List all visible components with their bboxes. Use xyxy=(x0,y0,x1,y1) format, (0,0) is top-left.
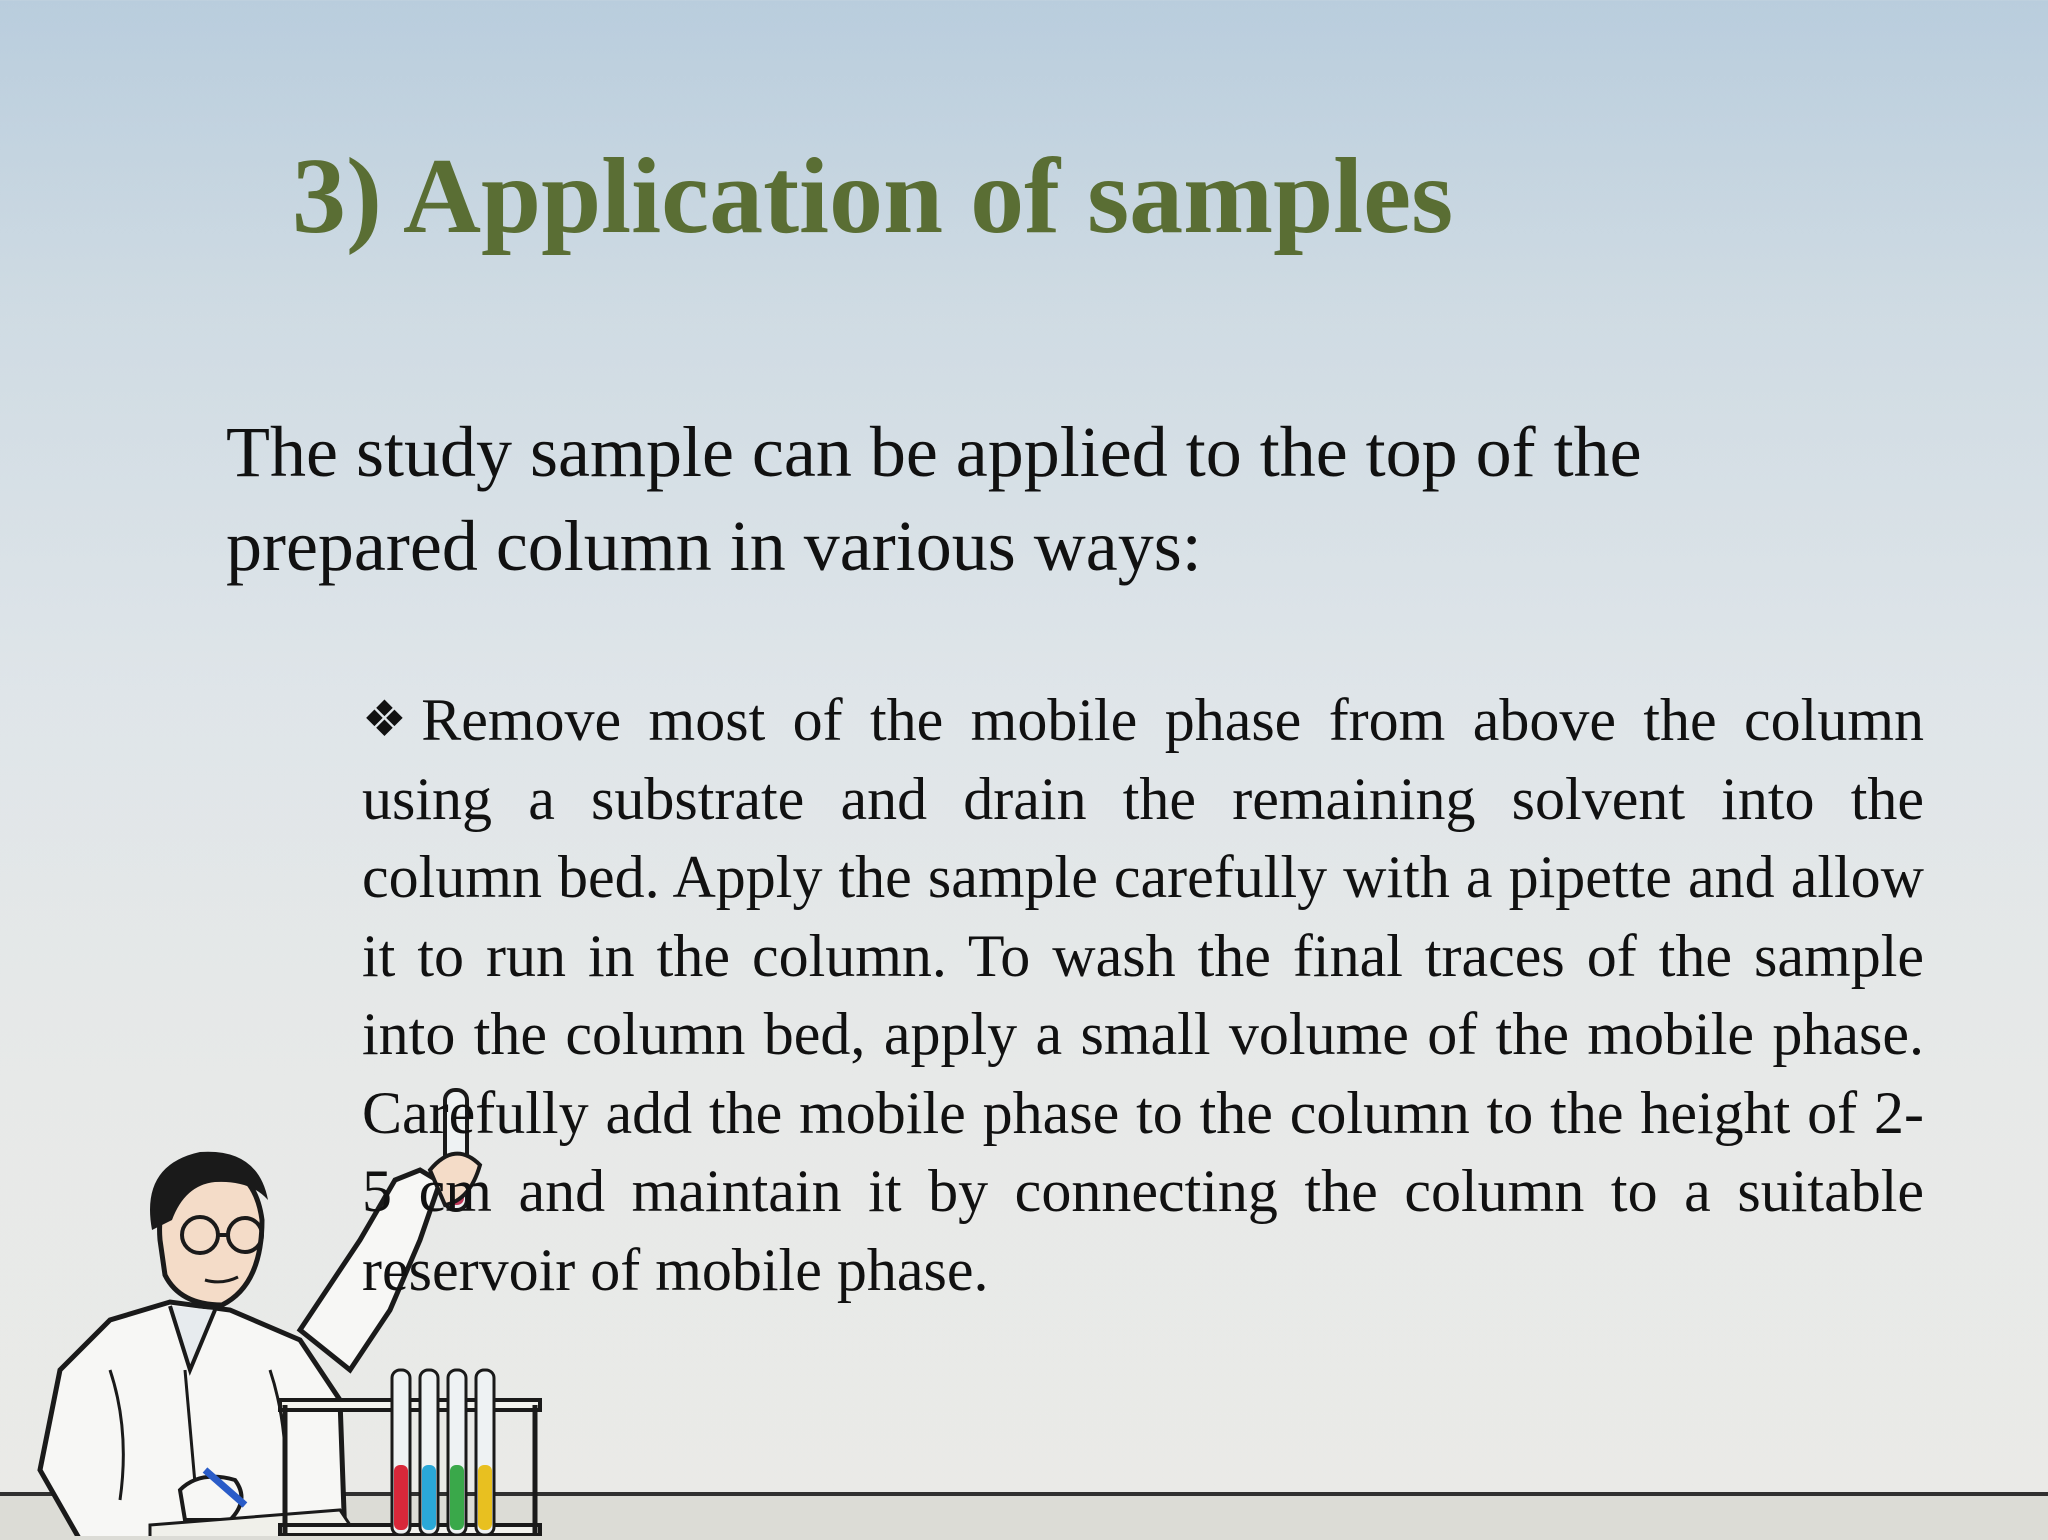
intro-paragraph: The study sample can be applied to the top of the prepared column in various ways: xyxy=(226,412,1642,586)
bullet-item xyxy=(362,680,1924,1309)
slide-title: 3) Application of samples xyxy=(292,137,1454,256)
bullet-diamond-icon: ❖ xyxy=(362,691,420,747)
bullet-text: Remove most of the mobile phase from above the column using a substrate and drain the remaining solvent into the column bed. Apply the sample carefully with a pipette and allow it to run in the column. To wash the final traces of the sample into the column bed, apply a small volume of the mobile phase. Carefully add the mobile phase to the column to the height of 2-5 cm and maintain it by connecting the column to a suitable reservoir of mobile phase. xyxy=(362,687,1925,1303)
